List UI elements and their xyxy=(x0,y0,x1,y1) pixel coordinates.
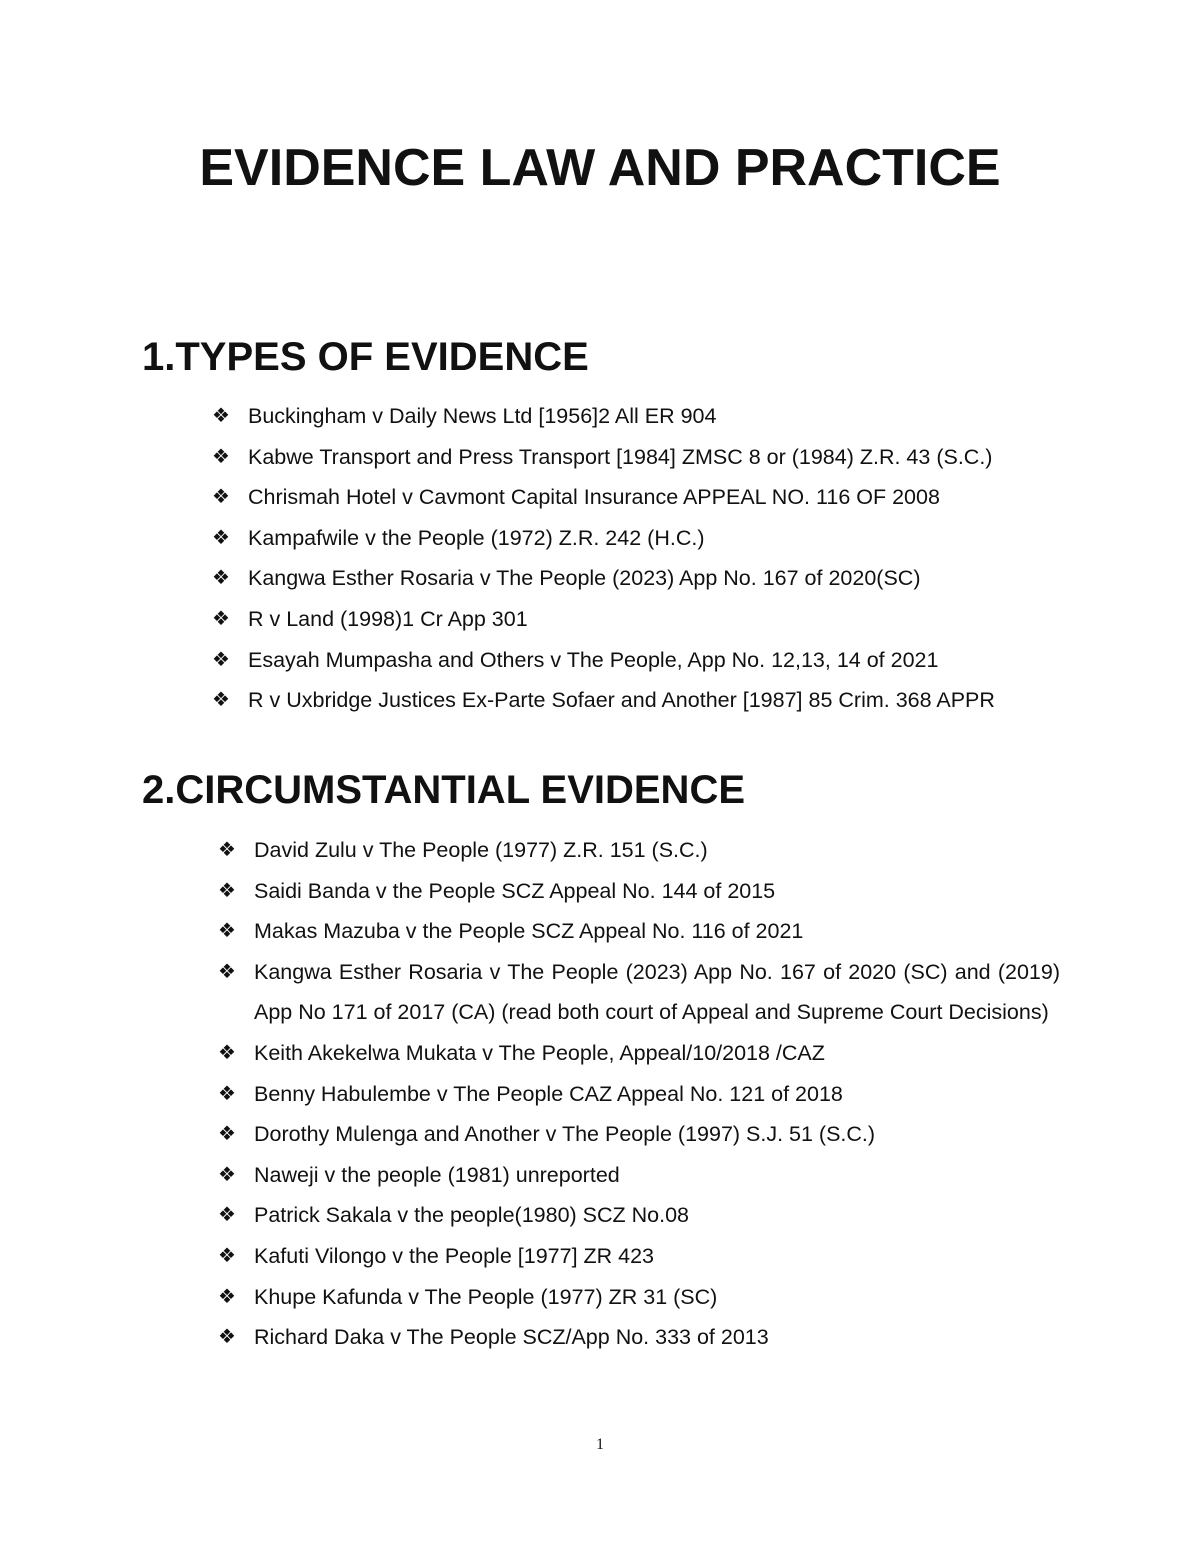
case-citation xyxy=(218,1317,1060,1358)
case-citation xyxy=(218,1074,1060,1115)
case-citation xyxy=(218,1114,1060,1155)
diamond-bullet-icon: ❖ xyxy=(212,405,230,427)
case-citation xyxy=(218,1277,1060,1318)
case-citation xyxy=(212,680,1072,721)
case-citation-text: Dorothy Mulenga and Another v The People (1997) S.J. 51 (S.C.) xyxy=(254,1122,876,1147)
diamond-bullet-icon: ❖ xyxy=(218,1285,236,1308)
case-citation-text: Benny Habulembe v The People CAZ Appeal No. 121 of 2018 xyxy=(254,1081,843,1106)
diamond-bullet-icon: ❖ xyxy=(218,960,236,983)
page-number: 1 xyxy=(596,1436,604,1453)
diamond-bullet-icon: ❖ xyxy=(212,445,230,468)
case-citation xyxy=(218,1155,1060,1196)
case-citation xyxy=(212,518,1072,559)
case-citation xyxy=(218,952,1060,1033)
case-citation-text: Patrick Sakala v the people(1980) SCZ No.08 xyxy=(254,1203,690,1228)
diamond-bullet-icon: ❖ xyxy=(212,607,230,630)
case-list-circumstantial-evidence xyxy=(218,830,1060,1358)
case-citation-text: Chrismah Hotel v Cavmont Capital Insurance APPEAL NO. 116 OF 2008 xyxy=(248,485,940,510)
case-citation-text: Makas Mazuba v the People SCZ Appeal No. 116 of 2021 xyxy=(254,919,804,944)
case-citation xyxy=(212,640,1072,681)
document-title: EVIDENCE LAW AND PRACTICE xyxy=(199,139,1001,197)
case-citation xyxy=(218,830,1060,871)
case-citation-text: Richard Daka v The People SCZ/App No. 333 of 2013 xyxy=(254,1325,769,1350)
case-citation xyxy=(218,1236,1060,1277)
case-citation-text: Saidi Banda v the People SCZ Appeal No. 144 of 2015 xyxy=(254,878,776,903)
case-citation-text: Buckingham v Daily News Ltd [1956]2 All ER 904 xyxy=(248,404,717,428)
case-citation-text: Naweji v the people (1981) unreported xyxy=(254,1162,620,1187)
section-heading-circumstantial-evidence: 2.CIRCUMSTANTIAL EVIDENCE xyxy=(142,768,746,812)
diamond-bullet-icon: ❖ xyxy=(218,920,236,943)
case-citation-text: Kangwa Esther Rosaria v The People (2023) App No. 167 of 2020 (SC) and (2019) App No 171 of 2017 (CA) (read both court of Appeal and Supreme Court Decisions) xyxy=(254,959,1060,1025)
case-citation xyxy=(212,437,1072,478)
case-list-types-of-evidence xyxy=(212,396,1072,721)
diamond-bullet-icon: ❖ xyxy=(218,839,236,861)
case-citation-text: Kabwe Transport and Press Transport [1984] ZMSC 8 or (1984) Z.R. 43 (S.C.) xyxy=(248,444,993,469)
case-citation-text: Kangwa Esther Rosaria v The People (2023) App No. 167 of 2020(SC) xyxy=(248,566,921,591)
case-citation-text: Kafuti Vilongo v the People [1977] ZR 423 xyxy=(254,1243,655,1268)
case-citation xyxy=(218,871,1060,912)
diamond-bullet-icon: ❖ xyxy=(218,1163,236,1186)
case-citation-text: R v Land (1998)1 Cr App 301 xyxy=(248,606,528,631)
diamond-bullet-icon: ❖ xyxy=(218,1123,236,1146)
diamond-bullet-icon: ❖ xyxy=(212,689,230,712)
case-citation xyxy=(212,599,1072,640)
case-citation xyxy=(218,1033,1060,1074)
diamond-bullet-icon: ❖ xyxy=(212,526,230,549)
case-citation-text: Kampafwile v the People (1972) Z.R. 242 (H.C.) xyxy=(248,525,705,550)
case-citation xyxy=(212,558,1072,599)
case-citation xyxy=(212,477,1072,518)
case-citation-text: Esayah Mumpasha and Others v The People, App No. 12,13, 14 of 2021 xyxy=(248,647,939,672)
diamond-bullet-icon: ❖ xyxy=(218,879,236,902)
case-citation-text: David Zulu v The People (1977) Z.R. 151 (S.C.) xyxy=(254,838,708,862)
diamond-bullet-icon: ❖ xyxy=(218,1082,236,1105)
diamond-bullet-icon: ❖ xyxy=(218,1204,236,1227)
case-citation xyxy=(218,911,1060,952)
case-citation-text: R v Uxbridge Justices Ex-Parte Sofaer and Another [1987] 85 Crim. 368 APPR xyxy=(248,688,995,713)
section-heading-types-of-evidence: 1.TYPES OF EVIDENCE xyxy=(142,335,589,379)
diamond-bullet-icon: ❖ xyxy=(212,486,230,509)
diamond-bullet-icon: ❖ xyxy=(212,648,230,671)
diamond-bullet-icon: ❖ xyxy=(218,1326,236,1349)
diamond-bullet-icon: ❖ xyxy=(218,1041,236,1064)
case-citation-text: Khupe Kafunda v The People (1977) ZR 31 (SC) xyxy=(254,1284,718,1309)
diamond-bullet-icon: ❖ xyxy=(212,567,230,590)
case-citation xyxy=(218,1195,1060,1236)
case-citation xyxy=(212,396,1072,437)
diamond-bullet-icon: ❖ xyxy=(218,1244,236,1267)
case-citation-text: Keith Akekelwa Mukata v The People, Appeal/10/2018 /CAZ xyxy=(254,1040,825,1065)
